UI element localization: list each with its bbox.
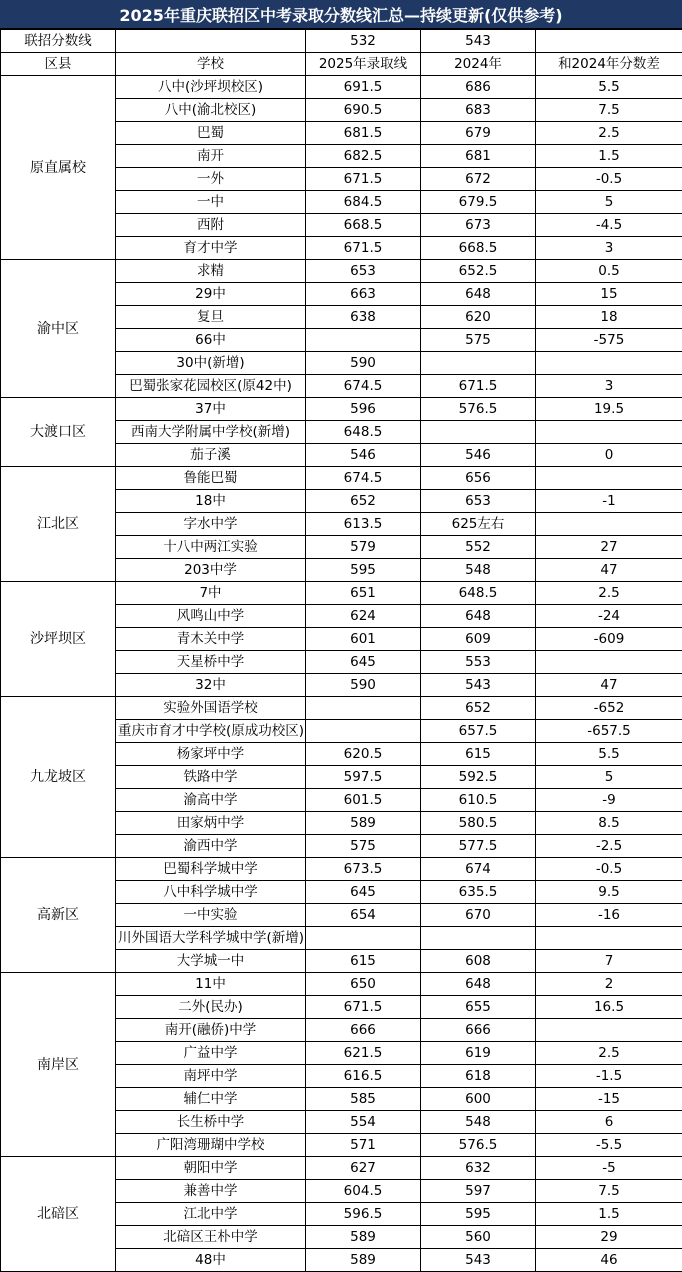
score-2025-cell: 648.5 bbox=[306, 421, 421, 444]
score-diff-cell bbox=[536, 467, 682, 490]
score-2024-cell: 580.5 bbox=[421, 812, 536, 835]
district-cell: 沙坪坝区 bbox=[1, 582, 116, 697]
score-diff-cell: 3 bbox=[536, 237, 682, 260]
table-row bbox=[1, 582, 682, 605]
school-name-cell: 北碚区王朴中学 bbox=[116, 1226, 306, 1249]
score-diff-cell: -0.5 bbox=[536, 168, 682, 191]
header-row bbox=[1, 53, 682, 76]
school-name-cell: 广益中学 bbox=[116, 1042, 306, 1065]
school-name-cell: 巴蜀 bbox=[116, 122, 306, 145]
score-diff-cell: -4.5 bbox=[536, 214, 682, 237]
score-2025-cell: 666 bbox=[306, 1019, 421, 1042]
score-2025-cell: 597.5 bbox=[306, 766, 421, 789]
school-name-cell: 风鸣山中学 bbox=[116, 605, 306, 628]
sheet-title: 2025年重庆联招区中考录取分数线汇总—持续更新(仅供参考) bbox=[0, 0, 682, 29]
school-name-cell: 八中科学城中学 bbox=[116, 881, 306, 904]
score-2025-cell: 673.5 bbox=[306, 858, 421, 881]
school-name-cell: 重庆市育才中学校(原成功校区) bbox=[116, 720, 306, 743]
score-2024-cell: 560 bbox=[421, 1226, 536, 1249]
score-2024-cell: 679.5 bbox=[421, 191, 536, 214]
score-2025-cell: 571 bbox=[306, 1134, 421, 1157]
score-2024-cell: 618 bbox=[421, 1065, 536, 1088]
score-diff-cell: 19.5 bbox=[536, 398, 682, 421]
district-cell: 江北区 bbox=[1, 467, 116, 582]
score-diff-cell bbox=[536, 352, 682, 375]
score-2025-cell: 620.5 bbox=[306, 743, 421, 766]
score-2024-cell: 609 bbox=[421, 628, 536, 651]
score-2025-cell: 621.5 bbox=[306, 1042, 421, 1065]
score-2025-cell: 575 bbox=[306, 835, 421, 858]
score-2024-cell: 648 bbox=[421, 283, 536, 306]
score-diff-cell: 7.5 bbox=[536, 99, 682, 122]
score-diff-cell: 1.5 bbox=[536, 1203, 682, 1226]
school-name-cell: 十八中两江实验 bbox=[116, 536, 306, 559]
score-2024-cell: 672 bbox=[421, 168, 536, 191]
score-2024-cell bbox=[421, 352, 536, 375]
score-diff-cell: 3 bbox=[536, 375, 682, 398]
score-2025-cell: 590 bbox=[306, 352, 421, 375]
school-name-cell: 广阳湾珊瑚中学校 bbox=[116, 1134, 306, 1157]
school-name-cell: 一外 bbox=[116, 168, 306, 191]
score-2024-cell: 552 bbox=[421, 536, 536, 559]
summary-row bbox=[1, 30, 682, 53]
score-2024-cell: 686 bbox=[421, 76, 536, 99]
score-diff-cell: 47 bbox=[536, 559, 682, 582]
district-cell: 北碚区 bbox=[1, 1157, 116, 1272]
header-school: 学校 bbox=[116, 53, 306, 76]
score-2024-cell: 597 bbox=[421, 1180, 536, 1203]
school-name-cell: 茄子溪 bbox=[116, 444, 306, 467]
score-2024-cell: 656 bbox=[421, 467, 536, 490]
score-2025-cell: 613.5 bbox=[306, 513, 421, 536]
score-2024-cell: 671.5 bbox=[421, 375, 536, 398]
school-name-cell: 11中 bbox=[116, 973, 306, 996]
school-name-cell: 66中 bbox=[116, 329, 306, 352]
score-2024-cell: 683 bbox=[421, 99, 536, 122]
school-name-cell: 48中 bbox=[116, 1249, 306, 1272]
score-2025-cell: 596 bbox=[306, 398, 421, 421]
score-2024-cell bbox=[421, 421, 536, 444]
school-name-cell: 203中学 bbox=[116, 559, 306, 582]
header-diff: 和2024年分数差 bbox=[536, 53, 682, 76]
score-2025-cell: 579 bbox=[306, 536, 421, 559]
score-diff-cell: 2.5 bbox=[536, 122, 682, 145]
school-name-cell: 兼善中学 bbox=[116, 1180, 306, 1203]
score-2025-cell: 690.5 bbox=[306, 99, 421, 122]
score-diff-cell: 0.5 bbox=[536, 260, 682, 283]
school-name-cell: 南坪中学 bbox=[116, 1065, 306, 1088]
score-2024-cell: 546 bbox=[421, 444, 536, 467]
score-2025-cell: 601.5 bbox=[306, 789, 421, 812]
score-2025-cell: 652 bbox=[306, 490, 421, 513]
table-row bbox=[1, 973, 682, 996]
score-diff-cell: 5.5 bbox=[536, 76, 682, 99]
score-diff-cell: 47 bbox=[536, 674, 682, 697]
score-diff-cell: 5 bbox=[536, 766, 682, 789]
score-diff-cell: 6 bbox=[536, 1111, 682, 1134]
school-name-cell: 30中(新增) bbox=[116, 352, 306, 375]
score-diff-cell: 46 bbox=[536, 1249, 682, 1272]
district-cell: 南岸区 bbox=[1, 973, 116, 1157]
score-diff-cell: 2.5 bbox=[536, 582, 682, 605]
score-2025-cell: 604.5 bbox=[306, 1180, 421, 1203]
district-cell: 高新区 bbox=[1, 858, 116, 973]
score-2025-cell: 627 bbox=[306, 1157, 421, 1180]
score-2024-cell: 666 bbox=[421, 1019, 536, 1042]
table-row bbox=[1, 858, 682, 881]
score-diff-cell: -657.5 bbox=[536, 720, 682, 743]
school-name-cell: 实验外国语学校 bbox=[116, 697, 306, 720]
summary-score-2025: 532 bbox=[306, 30, 421, 53]
score-diff-cell bbox=[536, 651, 682, 674]
score-diff-cell: -2.5 bbox=[536, 835, 682, 858]
score-diff-cell: 2.5 bbox=[536, 1042, 682, 1065]
score-2025-cell bbox=[306, 720, 421, 743]
school-name-cell: 29中 bbox=[116, 283, 306, 306]
school-name-cell: 渝高中学 bbox=[116, 789, 306, 812]
score-2024-cell: 615 bbox=[421, 743, 536, 766]
score-2024-cell: 668.5 bbox=[421, 237, 536, 260]
score-2024-cell: 610.5 bbox=[421, 789, 536, 812]
school-name-cell: 鲁能巴蜀 bbox=[116, 467, 306, 490]
school-name-cell: 西附 bbox=[116, 214, 306, 237]
school-name-cell: 田家炳中学 bbox=[116, 812, 306, 835]
score-diff-cell: 9.5 bbox=[536, 881, 682, 904]
score-diff-cell: -1 bbox=[536, 490, 682, 513]
school-name-cell: 西南大学附属中学校(新增) bbox=[116, 421, 306, 444]
score-2025-cell bbox=[306, 927, 421, 950]
school-name-cell: 复旦 bbox=[116, 306, 306, 329]
score-2025-cell: 546 bbox=[306, 444, 421, 467]
school-name-cell: 37中 bbox=[116, 398, 306, 421]
district-cell: 大渡口区 bbox=[1, 398, 116, 467]
school-name-cell: 二外(民办) bbox=[116, 996, 306, 1019]
summary-diff bbox=[536, 30, 682, 53]
score-2025-cell: 663 bbox=[306, 283, 421, 306]
score-diff-cell: -1.5 bbox=[536, 1065, 682, 1088]
school-name-cell: 32中 bbox=[116, 674, 306, 697]
score-2024-cell: 670 bbox=[421, 904, 536, 927]
score-2024-cell: 543 bbox=[421, 1249, 536, 1272]
school-name-cell: 八中(沙坪坝校区) bbox=[116, 76, 306, 99]
score-2025-cell: 674.5 bbox=[306, 467, 421, 490]
score-diff-cell: 5 bbox=[536, 191, 682, 214]
score-2025-cell: 682.5 bbox=[306, 145, 421, 168]
score-diff-cell: 18 bbox=[536, 306, 682, 329]
score-diff-cell: -0.5 bbox=[536, 858, 682, 881]
score-diff-cell: -5 bbox=[536, 1157, 682, 1180]
score-diff-cell: 0 bbox=[536, 444, 682, 467]
school-name-cell: 一中实验 bbox=[116, 904, 306, 927]
score-diff-cell: 27 bbox=[536, 536, 682, 559]
table-row bbox=[1, 76, 682, 99]
score-2025-cell: 668.5 bbox=[306, 214, 421, 237]
school-name-cell: 大学城一中 bbox=[116, 950, 306, 973]
score-2025-cell: 691.5 bbox=[306, 76, 421, 99]
score-2024-cell: 679 bbox=[421, 122, 536, 145]
school-name-cell: 巴蜀张家花园校区(原42中) bbox=[116, 375, 306, 398]
school-name-cell: 育才中学 bbox=[116, 237, 306, 260]
school-name-cell: 7中 bbox=[116, 582, 306, 605]
score-diff-cell bbox=[536, 927, 682, 950]
score-2024-cell: 548 bbox=[421, 559, 536, 582]
score-2024-cell: 543 bbox=[421, 674, 536, 697]
score-2025-cell: 651 bbox=[306, 582, 421, 605]
school-name-cell: 铁路中学 bbox=[116, 766, 306, 789]
score-2025-cell: 645 bbox=[306, 881, 421, 904]
score-2025-cell: 671.5 bbox=[306, 996, 421, 1019]
score-diff-cell: 5.5 bbox=[536, 743, 682, 766]
score-2024-cell: 632 bbox=[421, 1157, 536, 1180]
score-diff-cell: 7.5 bbox=[536, 1180, 682, 1203]
table-row bbox=[1, 1157, 682, 1180]
scores-table-body bbox=[1, 30, 682, 1272]
score-2024-cell: 548 bbox=[421, 1111, 536, 1134]
school-name-cell: 长生桥中学 bbox=[116, 1111, 306, 1134]
score-2025-cell: 671.5 bbox=[306, 237, 421, 260]
score-2025-cell: 589 bbox=[306, 812, 421, 835]
score-diff-cell: -15 bbox=[536, 1088, 682, 1111]
table-row bbox=[1, 467, 682, 490]
school-name-cell: 字水中学 bbox=[116, 513, 306, 536]
score-2025-cell: 681.5 bbox=[306, 122, 421, 145]
summary-score-2024: 543 bbox=[421, 30, 536, 53]
district-cell: 九龙坡区 bbox=[1, 697, 116, 858]
score-2024-cell: 652 bbox=[421, 697, 536, 720]
score-2024-cell bbox=[421, 927, 536, 950]
table-row bbox=[1, 697, 682, 720]
score-2024-cell: 575 bbox=[421, 329, 536, 352]
score-2024-cell: 648 bbox=[421, 605, 536, 628]
score-diff-cell bbox=[536, 1019, 682, 1042]
score-2025-cell: 615 bbox=[306, 950, 421, 973]
score-diff-cell: 16.5 bbox=[536, 996, 682, 1019]
score-2025-cell: 595 bbox=[306, 559, 421, 582]
score-2025-cell: 601 bbox=[306, 628, 421, 651]
header-score-2025: 2025年录取线 bbox=[306, 53, 421, 76]
score-2024-cell: 592.5 bbox=[421, 766, 536, 789]
score-2025-cell bbox=[306, 329, 421, 352]
score-2024-cell: 673 bbox=[421, 214, 536, 237]
score-diff-cell: 15 bbox=[536, 283, 682, 306]
score-2025-cell: 624 bbox=[306, 605, 421, 628]
table-row bbox=[1, 260, 682, 283]
score-diff-cell: -575 bbox=[536, 329, 682, 352]
school-name-cell: 天星桥中学 bbox=[116, 651, 306, 674]
score-2025-cell: 596.5 bbox=[306, 1203, 421, 1226]
score-diff-cell: -652 bbox=[536, 697, 682, 720]
table-row bbox=[1, 398, 682, 421]
scores-table bbox=[0, 29, 682, 1272]
score-2024-cell: 553 bbox=[421, 651, 536, 674]
score-2025-cell: 674.5 bbox=[306, 375, 421, 398]
score-diff-cell: -24 bbox=[536, 605, 682, 628]
score-2025-cell: 585 bbox=[306, 1088, 421, 1111]
score-2024-cell: 648 bbox=[421, 973, 536, 996]
school-name-cell: 八中(渝北校区) bbox=[116, 99, 306, 122]
school-name-cell: 辅仁中学 bbox=[116, 1088, 306, 1111]
score-diff-cell: 2 bbox=[536, 973, 682, 996]
summary-blank bbox=[116, 30, 306, 53]
score-2025-cell: 616.5 bbox=[306, 1065, 421, 1088]
score-diff-cell: -16 bbox=[536, 904, 682, 927]
score-2025-cell: 684.5 bbox=[306, 191, 421, 214]
school-name-cell: 川外国语大学科学城中学(新增) bbox=[116, 927, 306, 950]
score-2024-cell: 576.5 bbox=[421, 398, 536, 421]
score-2024-cell: 577.5 bbox=[421, 835, 536, 858]
score-diff-cell bbox=[536, 513, 682, 536]
score-diff-cell bbox=[536, 421, 682, 444]
score-2025-cell: 650 bbox=[306, 973, 421, 996]
score-2024-cell: 652.5 bbox=[421, 260, 536, 283]
school-name-cell: 巴蜀科学城中学 bbox=[116, 858, 306, 881]
score-diff-cell: -9 bbox=[536, 789, 682, 812]
score-2024-cell: 681 bbox=[421, 145, 536, 168]
score-2024-cell: 620 bbox=[421, 306, 536, 329]
school-name-cell: 南开 bbox=[116, 145, 306, 168]
score-diff-cell: 8.5 bbox=[536, 812, 682, 835]
score-diff-cell: 7 bbox=[536, 950, 682, 973]
score-2024-cell: 600 bbox=[421, 1088, 536, 1111]
school-name-cell: 江北中学 bbox=[116, 1203, 306, 1226]
score-2024-cell: 619 bbox=[421, 1042, 536, 1065]
score-2024-cell: 625左右 bbox=[421, 513, 536, 536]
score-2025-cell: 653 bbox=[306, 260, 421, 283]
school-name-cell: 杨家坪中学 bbox=[116, 743, 306, 766]
school-name-cell: 朝阳中学 bbox=[116, 1157, 306, 1180]
score-2025-cell: 671.5 bbox=[306, 168, 421, 191]
score-2024-cell: 657.5 bbox=[421, 720, 536, 743]
score-2025-cell: 638 bbox=[306, 306, 421, 329]
score-2024-cell: 635.5 bbox=[421, 881, 536, 904]
school-name-cell: 南开(融侨)中学 bbox=[116, 1019, 306, 1042]
district-cell: 渝中区 bbox=[1, 260, 116, 398]
school-name-cell: 18中 bbox=[116, 490, 306, 513]
school-name-cell: 求精 bbox=[116, 260, 306, 283]
school-name-cell: 青木关中学 bbox=[116, 628, 306, 651]
score-2024-cell: 608 bbox=[421, 950, 536, 973]
district-cell: 原直属校 bbox=[1, 76, 116, 260]
score-2025-cell: 654 bbox=[306, 904, 421, 927]
score-2025-cell: 554 bbox=[306, 1111, 421, 1134]
header-district: 区县 bbox=[1, 53, 116, 76]
score-diff-cell: -5.5 bbox=[536, 1134, 682, 1157]
score-2024-cell: 655 bbox=[421, 996, 536, 1019]
school-name-cell: 一中 bbox=[116, 191, 306, 214]
score-2024-cell: 595 bbox=[421, 1203, 536, 1226]
score-2024-cell: 576.5 bbox=[421, 1134, 536, 1157]
score-2025-cell bbox=[306, 697, 421, 720]
score-2025-cell: 589 bbox=[306, 1226, 421, 1249]
score-2024-cell: 648.5 bbox=[421, 582, 536, 605]
header-score-2024: 2024年 bbox=[421, 53, 536, 76]
score-diff-cell: -609 bbox=[536, 628, 682, 651]
school-name-cell: 渝西中学 bbox=[116, 835, 306, 858]
score-diff-cell: 1.5 bbox=[536, 145, 682, 168]
score-2025-cell: 645 bbox=[306, 651, 421, 674]
score-2025-cell: 589 bbox=[306, 1249, 421, 1272]
score-diff-cell: 29 bbox=[536, 1226, 682, 1249]
score-2025-cell: 590 bbox=[306, 674, 421, 697]
score-2024-cell: 653 bbox=[421, 490, 536, 513]
score-2024-cell: 674 bbox=[421, 858, 536, 881]
summary-label: 联招分数线 bbox=[1, 30, 116, 53]
